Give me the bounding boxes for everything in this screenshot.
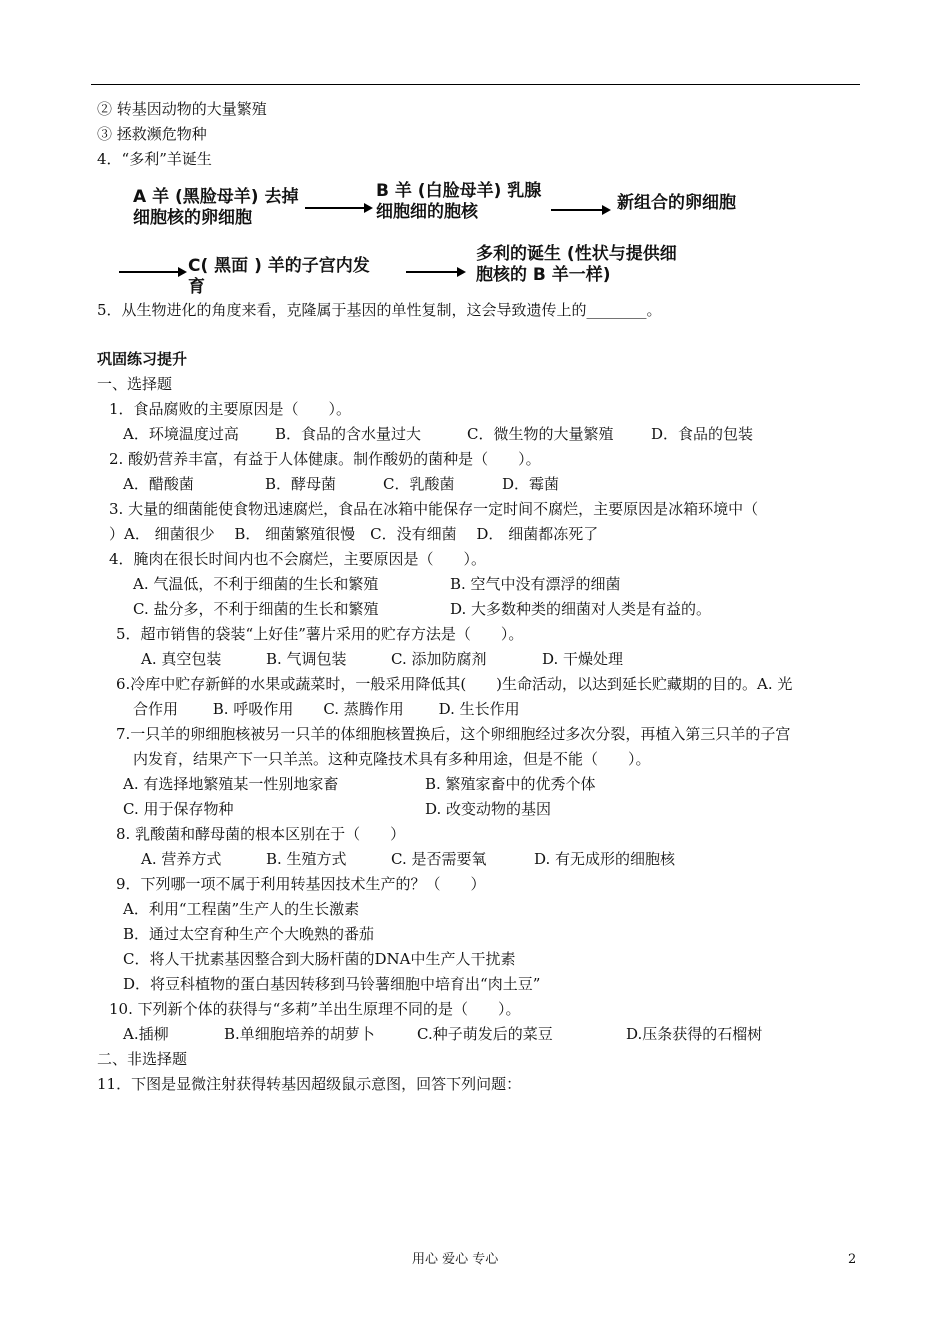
q2: 2. 酸奶营养丰富，有益于人体健康。制作酸奶的菌种是（ ）。 — [109, 450, 541, 468]
q7-opt-c: C. 用于保存物种 — [123, 800, 234, 818]
flow-box-new-egg: 新组合的卵细胞 — [617, 193, 736, 213]
q9-opt-a: A．利用“工程菌”生产人的生长激素 — [123, 900, 360, 918]
q1-opt-d: D．食品的包装 — [651, 425, 754, 443]
q3-line-2: ）A． 细菌很少 B． 细菌繁殖很慢 C．没有细菌 D． 细菌都冻死了 — [109, 525, 599, 543]
q2-opt-a: A．醋酸菌 — [123, 475, 194, 493]
q10-opt-b: B.单细胞培养的胡萝卜 — [224, 1025, 375, 1043]
flow-box-b: B 羊 (白脸母羊) 乳腺 细胞细的胞核 — [376, 181, 542, 222]
q8-opt-a: A. 营养方式 — [141, 850, 222, 868]
q8-opt-c: C. 是否需要氧 — [391, 850, 487, 868]
q4-opt-b: B. 空气中没有漂浮的细菌 — [450, 575, 621, 593]
q8-opt-d: D. 有无成形的细胞核 — [534, 850, 676, 868]
q5-opt-d: D. 干燥处理 — [542, 650, 624, 668]
q7-opt-d: D. 改变动物的基因 — [425, 800, 552, 818]
q10-opt-a: A.插柳 — [123, 1025, 169, 1043]
q8-opt-b: B. 生殖方式 — [266, 850, 347, 868]
flow-box-dolly: 多利的诞生 (性状与提供细 胞核的 B 羊一样) — [476, 244, 677, 285]
q4-opt-c: C. 盐分多，不利于细菌的生长和繁殖 — [133, 600, 379, 618]
footer-motto: 用心 爱心 专心 — [412, 1252, 499, 1267]
q5-opt-c: C. 添加防腐剂 — [391, 650, 487, 668]
q7-line-1: 7.一只羊的卵细胞核被另一只羊的体细胞核置换后，这个卵细胞经过多次分裂，再植入第三只羊的子宫 — [116, 725, 791, 743]
part2-title: 二、非选择题 — [97, 1050, 188, 1068]
q6-line-2: 合作用 B. 呼吸作用 C. 蒸腾作用 D. 生长作用 — [133, 700, 520, 718]
q4-opt-a: A. 气温低，不利于细菌的生长和繁殖 — [133, 575, 379, 593]
q7-opt-a: A. 有选择地繁殖某一性别地家畜 — [123, 775, 339, 793]
item-4-title: 4．“多利”羊诞生 — [97, 150, 212, 168]
flow-arrow-3 — [119, 271, 179, 273]
page-number: 2 — [848, 1252, 857, 1267]
q1-opt-c: C．微生物的大量繁殖 — [467, 425, 614, 443]
q5-opt-a: A. 真空包装 — [141, 650, 222, 668]
flow-box-a: A 羊 (黑脸母羊) 去掉 细胞核的卵细胞 — [133, 187, 299, 228]
q4: 4．腌肉在很长时间内也不会腐烂，主要原因是（ ）。 — [109, 550, 487, 568]
q2-opt-c: C．乳酸菌 — [383, 475, 455, 493]
q3-line-1: 3. 大量的细菌能使食物迅速腐烂，食品在冰箱中能保存一定时间不腐烂，主要原因是冰箱环境中（ — [109, 500, 759, 518]
q11: 11．下图是显微注射获得转基因超级鼠示意图，回答下列问题： — [97, 1075, 522, 1093]
q2-opt-b: B．酵母菌 — [265, 475, 337, 493]
q8: 8. 乳酸菌和酵母菌的根本区别在于（ ） — [116, 825, 406, 843]
q6-line-1: 6.冷库中贮存新鲜的水果或蔬菜时，一般采用降低其( )生命活动，以达到延长贮藏期的目的。A. 光 — [116, 675, 793, 693]
q2-opt-d: D．霉菌 — [502, 475, 560, 493]
flow-arrow-2 — [551, 209, 603, 211]
q7-opt-b: B. 繁殖家畜中的优秀个体 — [425, 775, 596, 793]
item-5: 5．从生物进化的角度来看，克隆属于基因的单性复制，这会导致遗传上的________。 — [97, 301, 662, 319]
q10-opt-d: D.压条获得的石榴树 — [626, 1025, 763, 1043]
flow-arrow-4 — [406, 271, 458, 273]
q10-opt-c: C.种子萌发后的菜豆 — [417, 1025, 553, 1043]
q5: 5．超市销售的袋装“上好佳”薯片采用的贮存方法是（ ）。 — [116, 625, 524, 643]
q5-opt-b: B. 气调包装 — [266, 650, 347, 668]
section-title: 巩固练习提升 — [97, 350, 188, 368]
q9: 9．下列哪一项不属于利用转基因技术生产的？（ ） — [116, 875, 486, 893]
q4-opt-d: D. 大多数种类的细菌对人类是有益的。 — [450, 600, 712, 618]
q9-opt-b: B．通过太空育种生产个大晚熟的番茄 — [123, 925, 375, 943]
q9-opt-c: C．将人干扰素基因整合到大肠杆菌的DNA中生产人干扰素 — [123, 950, 516, 968]
header-item-3: ③ 拯救濒危物种 — [97, 125, 207, 143]
q1-opt-a: A．环境温度过高 — [123, 425, 239, 443]
flow-arrow-1 — [305, 207, 365, 209]
q10: 10. 下列新个体的获得与“多莉”羊出生原理不同的是（ ）。 — [109, 1000, 521, 1018]
q1-opt-b: B．食品的含水量过大 — [275, 425, 422, 443]
q7-line-2: 内发育，结果产下一只羊羔。这种克隆技术具有多种用途，但是不能（ ）。 — [133, 750, 651, 768]
header-rule — [91, 84, 860, 85]
part1-title: 一、选择题 — [97, 375, 173, 393]
header-item-2: ② 转基因动物的大量繁殖 — [97, 100, 267, 118]
q9-opt-d: D．将豆科植物的蛋白基因转移到马铃薯细胞中培育出“肉土豆” — [123, 975, 541, 993]
flow-box-c: C( 黑面 ) 羊的子宫内发 育 — [188, 256, 370, 297]
q1: 1．食品腐败的主要原因是（ ）。 — [109, 400, 352, 418]
